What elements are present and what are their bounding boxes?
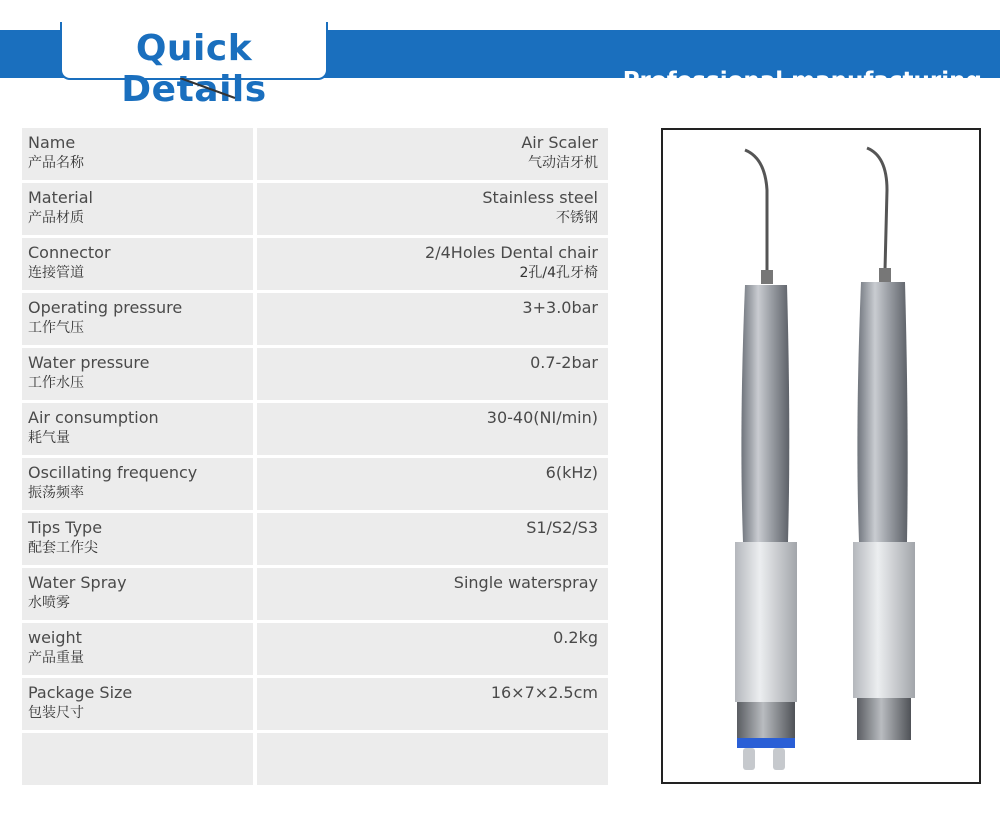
spec-label-cell [22,568,253,620]
tagline: Professional manufacturing [622,68,982,94]
spec-value-cell [257,348,608,400]
spec-value-en: S1/S2/S3 [526,518,598,537]
spec-value-cell [257,623,608,675]
spec-row [22,128,608,180]
spec-label-zh: 工作水压 [28,375,84,391]
spec-row [22,513,608,565]
spec-label-cell [22,128,253,180]
spec-row [22,293,608,345]
spec-value-cell [257,678,608,730]
spec-label-en: Oscillating frequency [28,463,198,482]
spec-label-cell [22,678,253,730]
spec-label-cell [22,293,253,345]
spec-value-en: 6(kHz) [545,463,598,482]
spec-label-cell [22,348,253,400]
spec-label-zh: 耗气量 [28,430,70,446]
spec-label-en: Name [28,133,76,152]
spec-value-cell [257,513,608,565]
page-title: Quick Details [121,28,267,110]
spec-label-zh: 产品重量 [28,650,84,666]
spec-value-en: Air Scaler [521,133,598,152]
spec-label-zh: 产品材质 [28,210,84,226]
spec-label-en: Connector [28,243,111,262]
spec-value-en: Stainless steel [482,188,598,207]
spec-label-en: Operating pressure [28,298,183,317]
spec-label-en: weight [28,628,82,647]
spec-label-cell [22,623,253,675]
spec-label-en: Air consumption [28,408,159,427]
spec-label-cell [22,183,253,235]
spec-label-en: Package Size [28,683,133,702]
spec-value-en: 3+3.0bar [522,298,598,317]
spec-row [22,183,608,235]
spec-value-zh: 2孔/4孔牙椅 [519,265,598,281]
spec-label-en: Water Spray [28,573,127,592]
spec-table [22,128,608,788]
spec-value-cell [257,403,608,455]
spec-label-zh: 配套工作尖 [28,540,98,556]
spec-label-cell [22,238,253,290]
title-tab-tail [180,78,240,100]
spec-label-cell [22,403,253,455]
spec-label-en: Tips Type [28,518,103,537]
spec-row [22,348,608,400]
spec-value-en: 0.7-2bar [530,353,598,372]
spec-row [22,238,608,290]
spec-value-zh: 不锈钢 [556,210,598,226]
spec-label-zh: 产品名称 [28,155,84,171]
spec-value-en: 16×7×2.5cm [490,683,598,702]
spec-label-cell [22,733,253,785]
spec-row [22,568,608,620]
spec-value-cell [257,293,608,345]
spec-row [22,733,608,785]
title-tab [60,22,328,110]
spec-value-cell [257,128,608,180]
spec-value-cell [257,733,608,785]
spec-row [22,623,608,675]
spec-label-cell [22,513,253,565]
spec-value-en: 2/4Holes Dental chair [425,243,598,262]
spec-value-en: Single waterspray [453,573,598,592]
product-photo [661,128,981,784]
spec-value-en: 0.2kg [553,628,598,647]
spec-row [22,458,608,510]
spec-label-cell [22,458,253,510]
spec-label-zh: 工作气压 [28,320,84,336]
spec-value-cell [257,458,608,510]
spec-label-zh: 振荡频率 [28,485,84,501]
spec-value-zh: 气动洁牙机 [528,155,598,171]
spec-value-cell [257,238,608,290]
handpiece-right [853,148,915,740]
spec-label-zh: 包装尺寸 [28,705,84,721]
spec-value-cell [257,183,608,235]
spec-row [22,678,608,730]
spec-value-cell [257,568,608,620]
spec-value-en: 30-40(NI/min) [486,408,598,427]
spec-label-en: Water pressure [28,353,150,372]
spec-label-zh: 水喷雾 [28,595,70,611]
spec-row [22,403,608,455]
spec-label-en: Material [28,188,93,207]
handpiece-left [735,150,797,770]
spec-label-zh: 连接管道 [28,265,84,281]
